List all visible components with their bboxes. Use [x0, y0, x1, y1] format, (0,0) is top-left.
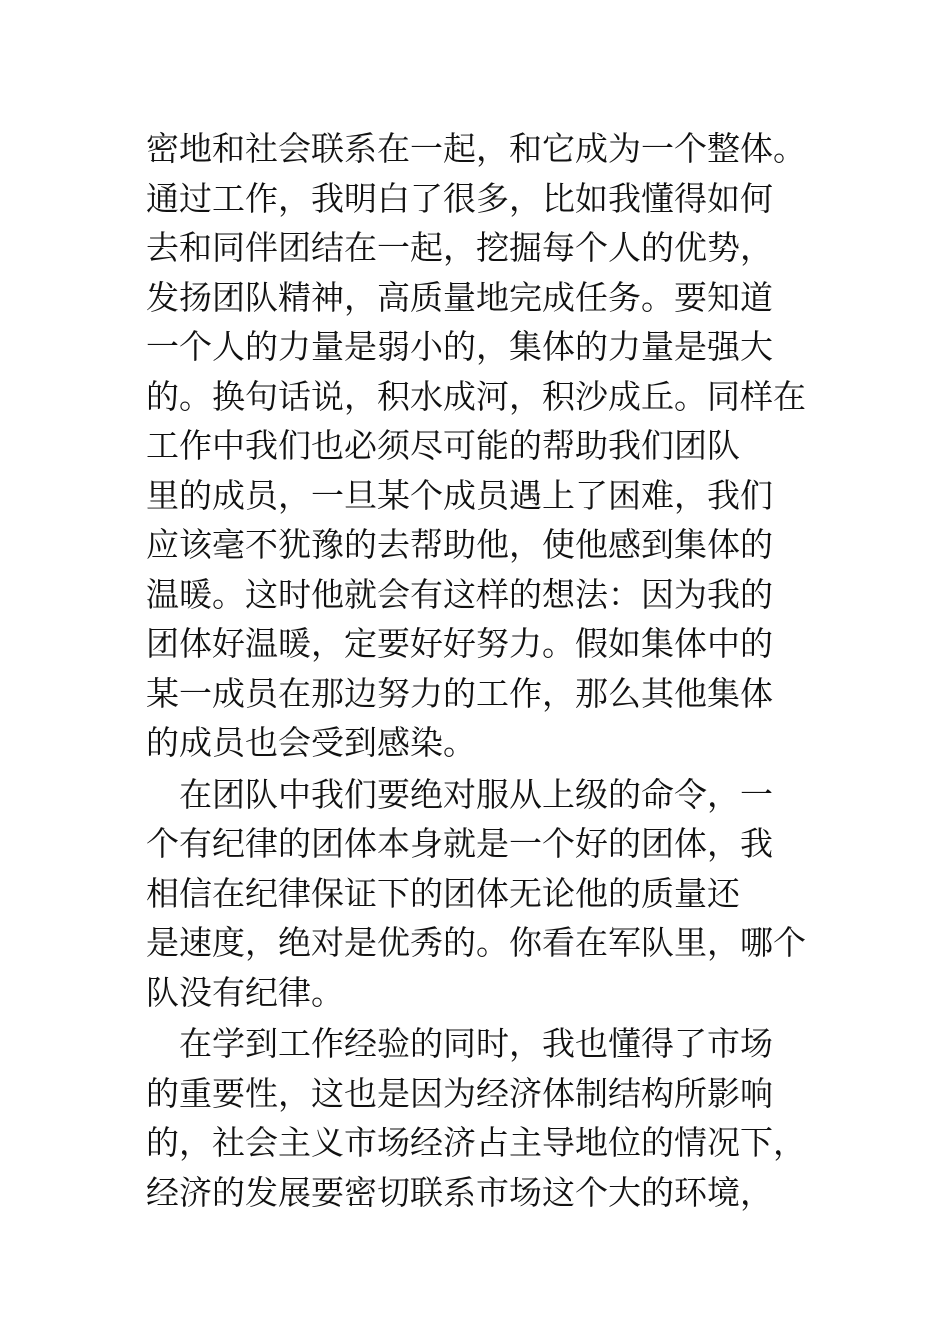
- text-line: 应该毫不犹豫的去帮助他，使他感到集体的: [146, 525, 773, 564]
- text-line: 密地和社会联系在一起，和它成为一个整体。: [146, 129, 806, 168]
- text-line: 一个人的力量是弱小的，集体的力量是强大: [146, 327, 773, 366]
- text-line: 相信在纪律保证下的团体无论他的质量还: [146, 873, 740, 913]
- text-line: 在学到工作经验的同时，我也懂得了市场: [146, 1024, 773, 1063]
- text-line: 的。换句话说，积水成河，积沙成丘。同样在: [146, 376, 806, 416]
- paragraph-1: [146, 124, 836, 768]
- text-line: 团体好温暖，定要好好努力。假如集体中的: [146, 624, 773, 663]
- text-line: 工作中我们也必须尽可能的帮助我们团队: [146, 426, 740, 465]
- text-line: 在团队中我们要绝对服从上级的命令，一: [146, 774, 773, 814]
- text-line: 去和同伴团结在一起，挖掘每个人的优势，: [146, 228, 773, 267]
- text-line: 的，社会主义市场经济占主导地位的情况下，: [146, 1123, 806, 1162]
- document-body: [146, 124, 836, 1217]
- text-line: 温暖。这时他就会有这样的想法：因为我的: [146, 574, 773, 614]
- text-line: 里的成员，一旦某个成员遇上了困难，我们: [146, 475, 773, 515]
- paragraph-3: [146, 1019, 836, 1217]
- text-line: 的成员也会受到感染。: [146, 723, 476, 762]
- text-line: 通过工作，我明白了很多，比如我懂得如何: [146, 178, 773, 218]
- text-line: 经济的发展要密切联系市场这个大的环境，: [146, 1172, 773, 1212]
- text-line: 个有纪律的团体本身就是一个好的团体，我: [146, 824, 773, 863]
- text-line: 队没有纪律。: [146, 972, 344, 1012]
- paragraph-2: [146, 770, 836, 1018]
- text-line: 某一成员在那边努力的工作，那么其他集体: [146, 673, 773, 713]
- text-line: 发扬团队精神，高质量地完成任务。要知道: [146, 277, 773, 317]
- text-line: 的重要性，这也是因为经济体制结构所影响: [146, 1073, 773, 1113]
- text-line: 是速度，绝对是优秀的。你看在军队里，哪个: [146, 923, 806, 962]
